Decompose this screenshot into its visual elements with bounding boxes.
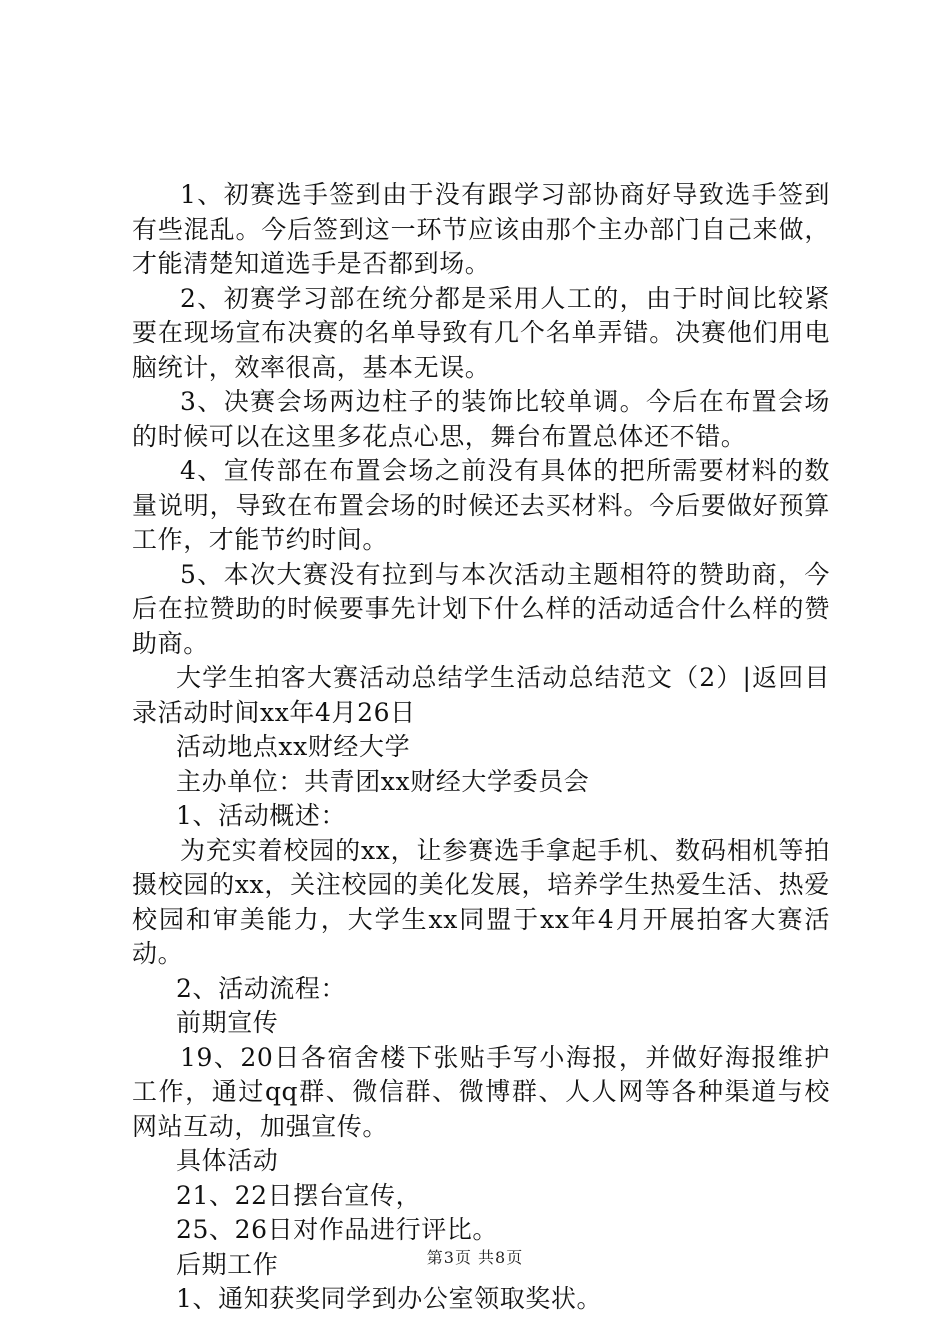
paragraph-issue-2: 2、初赛学习部在统分都是采用人工的，由于时间比较紧要在现场宣布决赛的名单导致有几个名单弄错。决赛他们用电脑统计，效率很高，基本无误。 (132, 283, 830, 382)
heading-overview: 1、活动概述： (176, 801, 347, 830)
paragraph-issue-3: 3、决赛会场两边柱子的装饰比较单调。今后在布置会场的时候可以在这里多花点心思，舞台布置总体还不错。 (132, 387, 830, 451)
paragraph-post-work: 1、通知获奖同学到办公室领取奖状。 (176, 1284, 603, 1313)
heading-post-work: 后期工作 (176, 1249, 279, 1279)
paragraph-activity-judging: 25、26日对作品进行评比。 (176, 1215, 499, 1244)
heading-process: 2、活动流程： (176, 973, 347, 1003)
paragraph-overview: 为充实着校园的xx，让参赛选手拿起手机、数码相机等拍摄校园的xx，关注校园的美化发展，培养学生热爱生活、热爱校园和审美能力，大学生xx同盟于xx年4月开展拍客大赛活动。 (132, 835, 830, 968)
paragraph-issue-4: 4、宣传部在布置会场之前没有具体的把所需要材料的数量说明，导致在布置会场的时候还去买材料。今后要做好预算工作，才能节约时间。 (132, 456, 830, 554)
heading-pre-promotion: 前期宣传 (176, 1008, 279, 1037)
document-body (132, 178, 830, 1317)
paragraph-issue-5: 5、本次大赛没有拉到与本次活动主题相符的赞助商，今后在拉赞助的时候要事先计划下什么样的活动适合什么样的赞助商。 (132, 559, 830, 658)
paragraph-organizer: 主办单位：共青团xx财经大学委员会 (176, 766, 590, 796)
paragraph-activity-booth: 21、22日摆台宣传， (176, 1180, 422, 1210)
paragraph-pre-promotion: 19、20日各宿舍楼下张贴手写小海报，并做好海报维护工作，通过qq群、微信群、微博群、人人网等各种渠道与校网站互动，加强宣传。 (132, 1042, 830, 1141)
heading-activities: 具体活动 (176, 1146, 279, 1175)
paragraph-location: 活动地点xx财经大学 (176, 732, 411, 761)
section-title-paragraph: 大学生拍客大赛活动总结学生活动总结范文（2）|返回目录活动时间xx年4月26日 (132, 663, 830, 727)
paragraph-issue-1: 1、初赛选手签到由于没有跟学习部协商好导致选手签到有些混乱。今后签到这一环节应该由那个主办部门自己来做，才能清楚知道选手是否都到场。 (132, 180, 830, 278)
page-number-footer: 第3页 共8页 (426, 1248, 524, 1267)
